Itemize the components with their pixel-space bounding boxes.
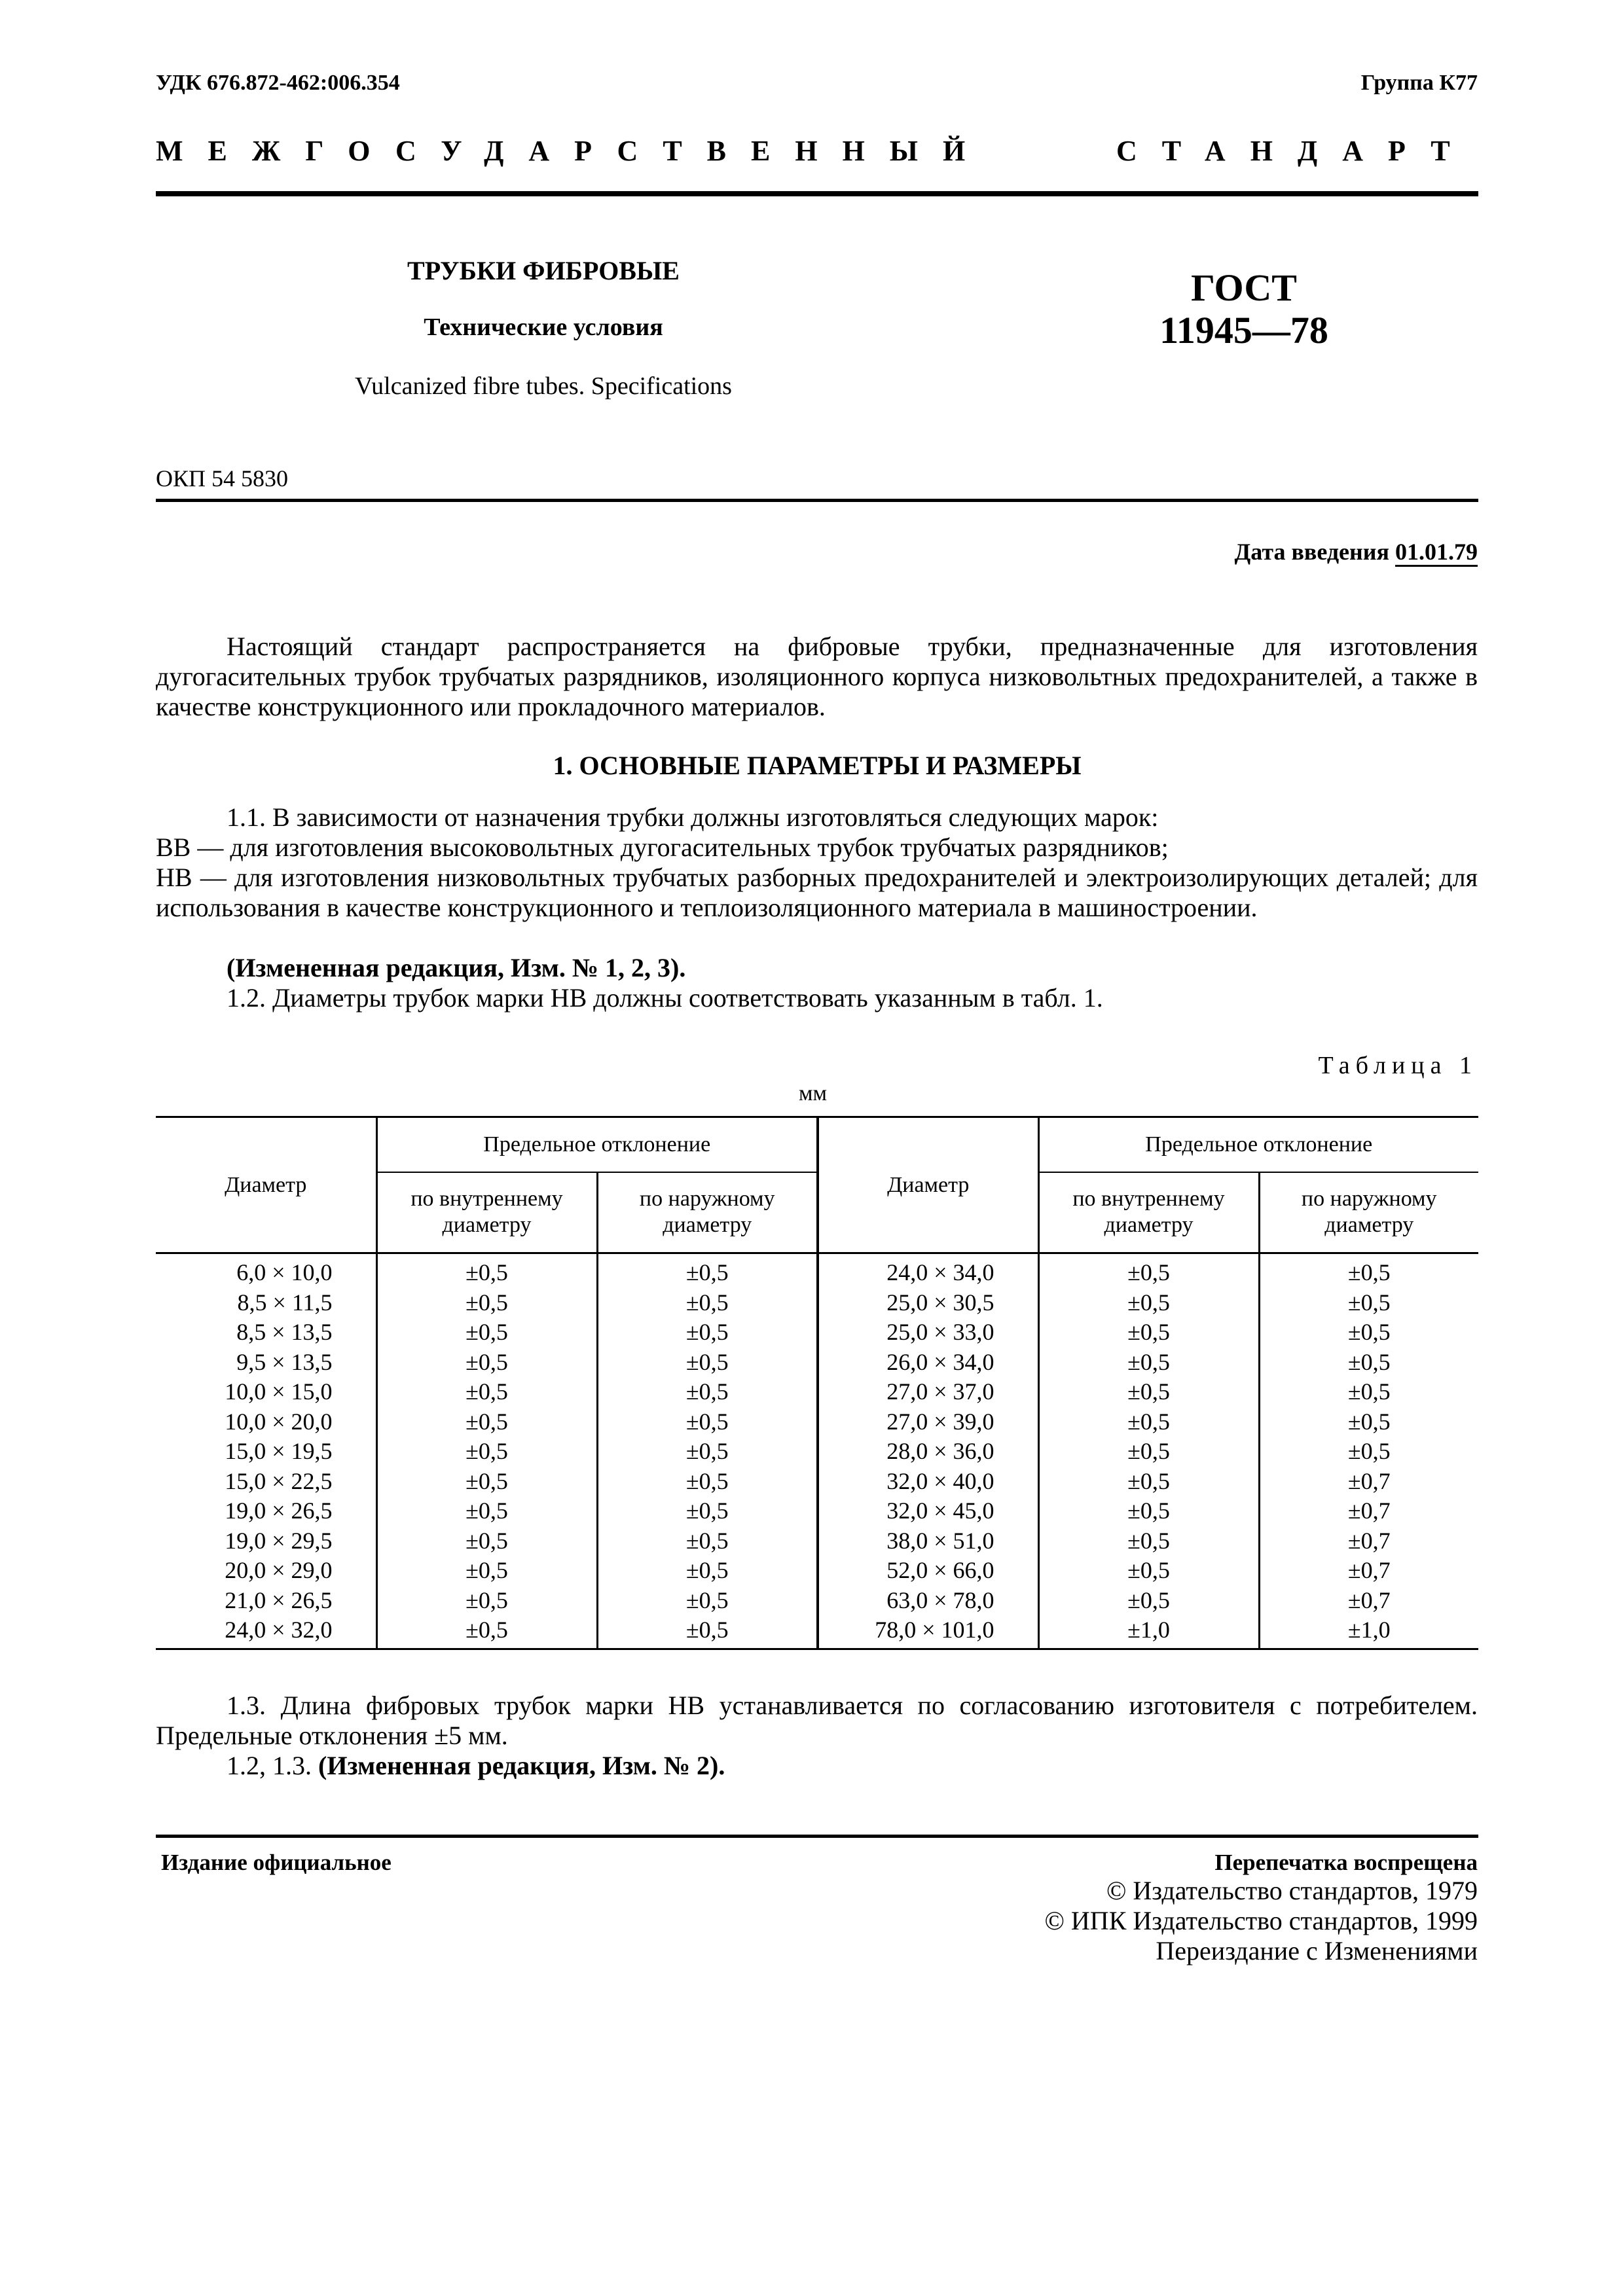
para-nv: НВ — для изготовления низковольтных трубчатых разборных предохранителей и электроизолирующих деталей; для использования в качестве конструкционного и теплоизоляционного материала в машиностроении.: [156, 863, 1478, 922]
cell-outer-right: ±1,0: [1347, 1617, 1391, 1643]
copyright-1999: © ИПК Издательство стандартов, 1999: [1044, 1906, 1478, 1935]
amendment-note-2: [227, 1751, 725, 1781]
cell-diameter-left: 8,5 × 13,5: [156, 1318, 376, 1348]
table-row: [156, 1467, 1478, 1497]
doc-title: ТРУБКИ ФИБРОВЫЕ: [407, 256, 680, 285]
cell-inner-left: ±0,5: [376, 1556, 597, 1586]
cell-inner-left: ±0,5: [376, 1615, 597, 1649]
cell-inner-right: ±0,5: [1038, 1496, 1259, 1526]
cell-diameter-left: 9,5 × 13,5: [156, 1348, 376, 1378]
table-unit: мм: [799, 1081, 828, 1105]
cell-inner-left: ±0,5: [376, 1496, 597, 1526]
table-row: [156, 1496, 1478, 1526]
cell-outer-left: ±0,5: [597, 1556, 818, 1586]
cell-outer-right: ±0,7: [1347, 1498, 1391, 1524]
cell-diameter-right: 52,0 × 66,0: [818, 1556, 1038, 1586]
section-heading: 1. ОСНОВНЫЕ ПАРАМЕТРЫ И РАЗМЕРЫ: [553, 751, 1082, 780]
cell-diameter-left: 20,0 × 29,0: [156, 1556, 376, 1586]
cell-outer-right: ±0,7: [1347, 1557, 1391, 1583]
table-row: [156, 1437, 1478, 1467]
cell-outer-left: ±0,5: [597, 1437, 818, 1467]
cell-outer-right: ±0,5: [1347, 1259, 1391, 1285]
cell-outer-left: ±0,5: [597, 1526, 818, 1556]
cell-diameter-left: 6,0 × 10,0: [156, 1253, 376, 1288]
table-row: [156, 1288, 1478, 1318]
cell-inner-left: ±0,5: [376, 1526, 597, 1556]
para-1-1: 1.1. В зависимости от назначения трубки должны изготовляться следующих марок:: [227, 802, 1159, 832]
table-row: [156, 1407, 1478, 1437]
cell-outer-right: ±0,5: [1347, 1378, 1391, 1405]
cell-outer-left: ±0,5: [597, 1318, 818, 1348]
doc-english-title: Vulcanized fibre tubes. Specifications: [355, 372, 732, 400]
official-edition: Издание официальное: [161, 1850, 392, 1875]
intro-date: [1235, 538, 1478, 565]
cell-diameter-right: 25,0 × 33,0: [818, 1318, 1038, 1348]
col-header-outer-left: по наружному диаметру: [597, 1172, 818, 1253]
intro-paragraph: Настоящий стандарт распространяется на фибровые трубки, предназначенные для изготовления дугогасительных трубок трубчатых разрядников, изоляционного корпуса низковольтных предохранителей, а также в качестве конструкционного или прокладочного материалов.: [156, 632, 1478, 721]
cell-outer-right: ±0,5: [1347, 1289, 1391, 1316]
cell-inner-left: ±0,5: [376, 1318, 597, 1348]
para-1-3: 1.3. Длина фибровых трубок марки НВ устанавливается по согласованию изготовителя с потребителем. Предельные отклонения ±5 мм.: [156, 1691, 1478, 1750]
col-header-outer-right: по наружному диаметру: [1301, 1187, 1437, 1238]
header-rule: [156, 191, 1478, 196]
cell-outer-left: ±0,5: [597, 1253, 818, 1288]
cell-outer-right: ±0,5: [1347, 1408, 1391, 1435]
cell-inner-left: ±0,5: [376, 1586, 597, 1616]
cell-diameter-left: 15,0 × 22,5: [156, 1467, 376, 1497]
table-1: [156, 1116, 1478, 1650]
intro-date-label: Дата введения: [1234, 539, 1389, 565]
cell-inner-right: ±1,0: [1038, 1615, 1259, 1649]
copyright-1979: © Издательство стандартов, 1979: [1106, 1876, 1478, 1905]
banner-standard: СТАНДАРТ: [1116, 135, 1475, 167]
cell-inner-right: ±0,5: [1038, 1288, 1259, 1318]
table-row: [156, 1253, 1478, 1288]
cell-outer-left: ±0,5: [597, 1586, 818, 1616]
amendment-note-1: (Измененная редакция, Изм. № 1, 2, 3).: [227, 953, 686, 982]
col-header-inner-left: по внутреннему диаметру: [376, 1172, 597, 1253]
cell-outer-left: ±0,5: [597, 1496, 818, 1526]
table-row: [156, 1318, 1478, 1348]
cell-diameter-right: 28,0 × 36,0: [818, 1437, 1038, 1467]
cell-diameter-left: 10,0 × 15,0: [156, 1377, 376, 1407]
banner-interstate: МЕЖГОСУДАРСТВЕННЫЙ: [156, 135, 991, 167]
gost-label: ГОСТ: [1191, 266, 1297, 309]
amendment-note-2-prefix: 1.2, 1.3.: [227, 1751, 312, 1780]
amendment-note-2-text: (Измененная редакция, Изм. № 2).: [318, 1751, 725, 1780]
gost-number: 11945—78: [1159, 309, 1328, 351]
cell-inner-left: ±0,5: [376, 1288, 597, 1318]
cell-inner-right: ±0,5: [1038, 1556, 1259, 1586]
cell-inner-right: ±0,5: [1038, 1348, 1259, 1378]
table-row: [156, 1348, 1478, 1378]
col-header-deviation-right: Предельное отклонение: [1038, 1117, 1478, 1172]
intro-date-value: 01.01.79: [1395, 539, 1478, 567]
table-row: [156, 1377, 1478, 1407]
cell-diameter-left: 19,0 × 26,5: [156, 1496, 376, 1526]
table-caption: Таблица 1: [1318, 1052, 1478, 1079]
cell-inner-left: ±0,5: [376, 1253, 597, 1288]
cell-diameter-right: 27,0 × 39,0: [818, 1407, 1038, 1437]
cell-diameter-left: 8,5 × 11,5: [156, 1288, 376, 1318]
okp-rule: [156, 499, 1478, 502]
cell-outer-left: ±0,5: [597, 1377, 818, 1407]
para-vv: ВВ — для изготовления высоковольтных дугогасительных трубок трубчатых разрядников;: [156, 833, 1169, 862]
table-1-body: [156, 1253, 1478, 1649]
cell-diameter-right: 63,0 × 78,0: [818, 1586, 1038, 1616]
cell-diameter-right: 26,0 × 34,0: [818, 1348, 1038, 1378]
col-header-diameter-left: Диаметр: [156, 1117, 376, 1253]
table-row: [156, 1526, 1478, 1556]
cell-outer-left: ±0,5: [597, 1348, 818, 1378]
cell-inner-right: ±0,5: [1038, 1253, 1259, 1288]
cell-diameter-right: 24,0 × 34,0: [818, 1253, 1038, 1288]
cell-diameter-left: 15,0 × 19,5: [156, 1437, 376, 1467]
cell-outer-right: ±0,5: [1347, 1319, 1391, 1345]
cell-inner-right: ±0,5: [1038, 1526, 1259, 1556]
table-row: [156, 1615, 1478, 1649]
cell-diameter-left: 24,0 × 32,0: [156, 1615, 376, 1649]
reprint-prohibited: Перепечатка воспрещена: [1214, 1850, 1478, 1875]
cell-inner-right: ±0,5: [1038, 1407, 1259, 1437]
cell-diameter-right: 78,0 × 101,0: [818, 1615, 1038, 1649]
cell-diameter-right: 32,0 × 45,0: [818, 1496, 1038, 1526]
cell-outer-right: ±0,5: [1347, 1348, 1391, 1375]
reissue-note: Переиздание с Изменениями: [1156, 1936, 1478, 1965]
cell-inner-left: ±0,5: [376, 1377, 597, 1407]
col-header-inner-right: по внутреннему диаметру: [1038, 1172, 1259, 1253]
cell-outer-left: ±0,5: [597, 1467, 818, 1497]
cell-inner-right: ±0,5: [1038, 1318, 1259, 1348]
para-1-2: 1.2. Диаметры трубок марки НВ должны соответствовать указанным в табл. 1.: [227, 983, 1103, 1013]
cell-diameter-left: 10,0 × 20,0: [156, 1407, 376, 1437]
cell-diameter-left: 21,0 × 26,5: [156, 1586, 376, 1616]
cell-outer-right: ±0,7: [1347, 1467, 1391, 1494]
cell-inner-left: ±0,5: [376, 1437, 597, 1467]
cell-outer-right: ±0,7: [1347, 1587, 1391, 1613]
table-row: [156, 1586, 1478, 1616]
cell-outer-left: ±0,5: [597, 1615, 818, 1649]
okp-code: ОКП 54 5830: [156, 465, 289, 492]
table-row: [156, 1556, 1478, 1586]
cell-diameter-right: 32,0 × 40,0: [818, 1467, 1038, 1497]
cell-diameter-right: 38,0 × 51,0: [818, 1526, 1038, 1556]
cell-outer-left: ±0,5: [597, 1407, 818, 1437]
cell-outer-right: ±0,7: [1347, 1527, 1391, 1554]
col-header-diameter-right: Диаметр: [818, 1117, 1038, 1253]
cell-inner-left: ±0,5: [376, 1467, 597, 1497]
footer-rule: [156, 1835, 1478, 1838]
cell-outer-right: ±0,5: [1347, 1438, 1391, 1464]
cell-diameter-right: 27,0 × 37,0: [818, 1377, 1038, 1407]
col-header-deviation-left: Предельное отклонение: [376, 1117, 818, 1172]
cell-outer-left: ±0,5: [597, 1288, 818, 1318]
cell-inner-right: ±0,5: [1038, 1586, 1259, 1616]
cell-inner-right: ±0,5: [1038, 1467, 1259, 1497]
cell-inner-right: ±0,5: [1038, 1377, 1259, 1407]
cell-inner-left: ±0,5: [376, 1348, 597, 1378]
cell-inner-right: ±0,5: [1038, 1437, 1259, 1467]
cell-diameter-left: 19,0 × 29,5: [156, 1526, 376, 1556]
udk-code: УДК 676.872-462:006.354: [156, 71, 400, 95]
doc-subtitle: Технические условия: [424, 314, 663, 341]
cell-diameter-right: 25,0 × 30,5: [818, 1288, 1038, 1318]
group-code: Группа К77: [1360, 71, 1478, 95]
cell-inner-left: ±0,5: [376, 1407, 597, 1437]
